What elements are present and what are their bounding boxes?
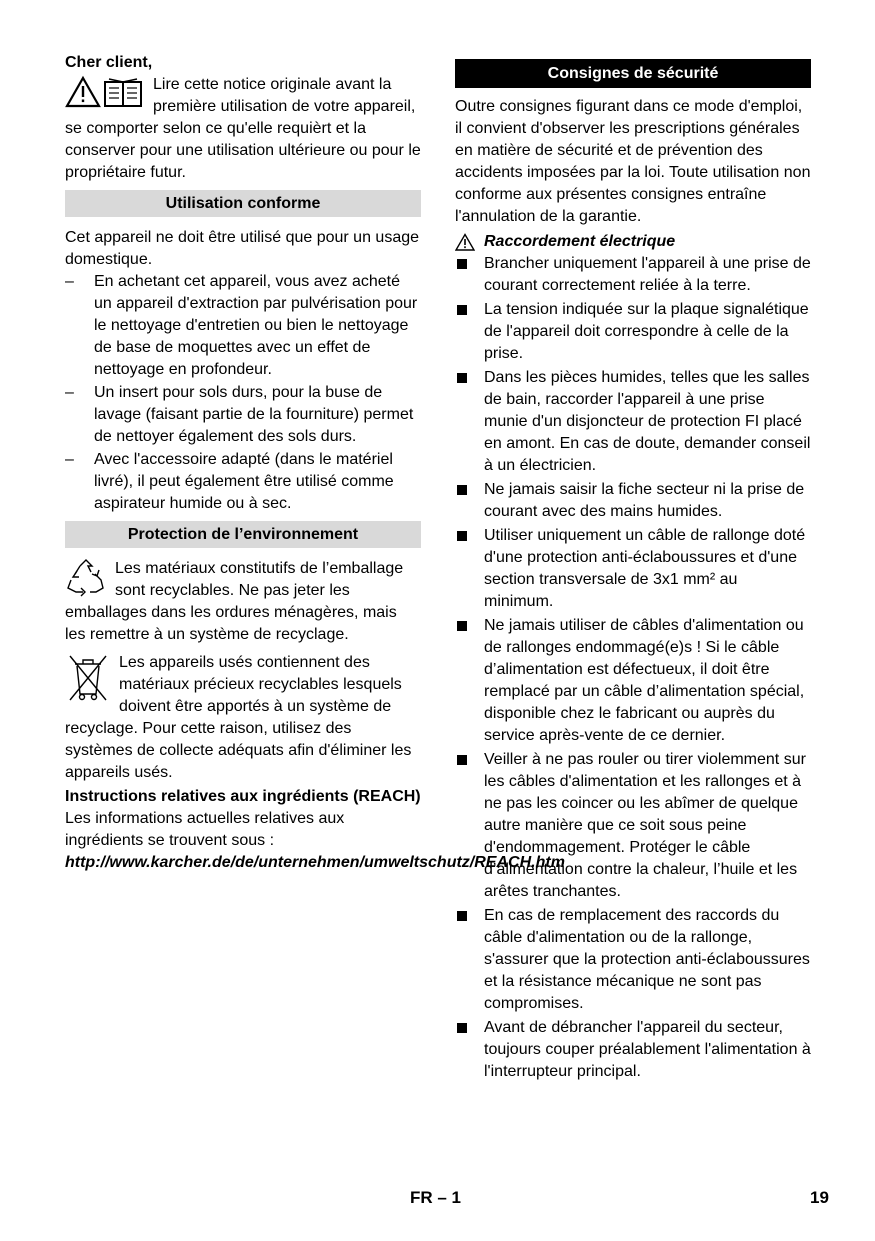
warning-manual-icon	[65, 74, 145, 110]
reach-text: Les informations actuelles relatives aux ingrédients se trouvent sous :	[65, 810, 345, 849]
list-item: Brancher uniquement l'appareil à une prise de courant correctement reliée à la terre.	[455, 253, 811, 297]
intro-text: Lire cette notice originale avant la première utilisation de votre appareil, se comporter selon ce qu'elle requièrt et la conserver pour une utilisation ultérieure ou pour le propriétaire futur.	[65, 76, 421, 181]
usage-heading: Utilisation conforme	[65, 190, 421, 217]
list-item: Avant de débrancher l'appareil du secteur, toujours couper préalablement l'alimentation à l'interrupteur principal.	[455, 1017, 811, 1083]
electrical-subheading-row	[455, 231, 811, 253]
reach-link[interactable]: http://www.karcher.de/de/unternehmen/umweltschutz/REACH.htm	[65, 854, 565, 871]
footer-language-code: FR – 1	[410, 1188, 462, 1207]
list-item: Utiliser uniquement un câble de rallonge doté d'une protection anti-éclaboussures et d'une section transversale de 3x1 mm² au minimum.	[455, 525, 811, 613]
page-number: 19	[810, 1188, 829, 1207]
recycle-block	[65, 558, 421, 646]
weee-block	[65, 652, 421, 784]
recycle-icon	[65, 558, 107, 598]
electrical-subheading: Raccordement électrique	[484, 233, 676, 250]
right-column	[455, 52, 811, 1085]
greeting: Cher client,	[65, 54, 153, 71]
recycle-text: Les matériaux constitutifs de l’emballage sont recyclables. Ne pas jeter les emballages dans les ordures ménagères, mais les remettre à un système de recyclage.	[65, 560, 404, 643]
intro-block	[65, 74, 421, 184]
list-item: – Un insert pour sols durs, pour la buse de lavage (faisant partie de la fourniture) permet de nettoyer également des sols durs.	[65, 382, 421, 448]
list-item: – En achetant cet appareil, vous avez acheté un appareil d'extraction par pulvérisation pour le nettoyage d'entretien ou bien le nettoyage de base de moquettes avec un effet de nettoyage en profondeur.	[65, 271, 421, 381]
left-column	[65, 52, 565, 874]
safety-intro: Outre consignes figurant dans ce mode d'emploi, il convient d'observer les prescriptions générales en matière de sécurité et de prévention des accidents imposées par la loi. Toute utilisation non conforme aux présentes consignes entraîne l'annulation de la garantie.	[455, 98, 811, 225]
list-item: En cas de remplacement des raccords du câble d'alimentation ou de la rallonge, s'assurer que la protection anti-éclaboussures et la résistance mécanique ne sont pas compromises.	[455, 905, 811, 1015]
warning-icon	[455, 233, 475, 251]
usage-text: Cet appareil ne doit être utilisé que pour un usage domestique.	[65, 229, 420, 268]
environment-heading: Protection de l’environnement	[65, 521, 421, 548]
list-item: Ne jamais utiliser de câbles d'alimentation ou de rallonges endommagé(e)s ! Si le câble d’alimentation est défectueux, il doit être remplacé par un câble d’alimentation spécial, disponible chez le fabricant ou auprès du service après-vente de ce dernier.	[455, 615, 811, 747]
list-item: Ne jamais saisir la fiche secteur ni la prise de courant avec des mains humides.	[455, 479, 811, 523]
list-item: – Avec l'accessoire adapté (dans le matériel livré), il peut également être utilisé comme aspirateur humide ou à sec.	[65, 449, 421, 515]
list-item: Dans les pièces humides, telles que les salles de bain, raccorder l'appareil à une prise munie d'un disjoncteur de protection FI placé en amont. En cas de doute, demander conseil à un électricien.	[455, 367, 811, 477]
crossed-bin-icon	[65, 652, 111, 704]
safety-heading: Consignes de sécurité	[455, 59, 811, 88]
reach-heading: Instructions relatives aux ingrédients (REACH)	[65, 788, 421, 805]
usage-list	[65, 271, 421, 515]
list-item: Veiller à ne pas rouler ou tirer violemment sur les câbles d'alimentation et les rallonges et à ne pas les coincer ou les abîmer de quelque autre manière que ce soit sous peine d'endommagement. Protéger le câble d’alimentation contre la chaleur, l’huile et les arêtes tranchantes.	[455, 749, 811, 903]
list-item: La tension indiquée sur la plaque signalétique de l'appareil doit correspondre à celle de la prise.	[455, 299, 811, 365]
weee-text: Les appareils usés contiennent des matériaux précieux recyclables lesquels doivent être apportés à un système de recyclage. Pour cette raison, utilisez des systèmes de collecte adéquats afin d'éliminer les appareils usés.	[65, 654, 412, 781]
safety-list	[455, 253, 811, 1083]
